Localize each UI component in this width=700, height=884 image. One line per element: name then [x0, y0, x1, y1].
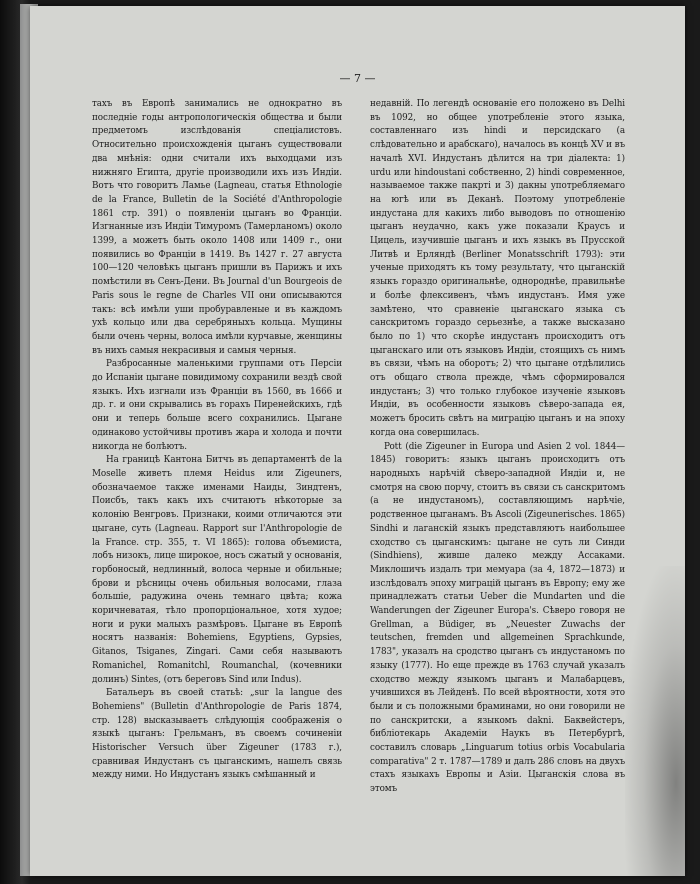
right-text-column [370, 98, 625, 797]
paragraph: тахъ въ Европѣ занимались не однократно въ последніе годы антропологическія общества и были предметомъ изслѣдованія спеціалистовъ. Относительно происхожденія цыганъ существовали два мнѣнія: одни считали ихъ выходцами изъ нижняго Египта, другіе производили ихъ изъ Индіи. Вотъ что говоритъ Ламье (Lagneau, статья Ethnologie de la France, Bulletin de la Société d'Anthropologie 1861 стр. 391) о появленіи цыганъ во Франціи. Изгнанные изъ Индіи Тимуромъ (Тамерланомъ) около 1399, а можетъ быть около 1408 или 1409 г., они появились во Франціи в 1419. Въ 1427 г. 27 августа 100—120 человѣкъ цыганъ пришли въ Парижъ и ихъ помѣстили въ Сенъ-Дени. Въ Journal d'un Bourgeois de Paris sous le regne de Charles VII они описываются такъ: всѣ имѣли уши пробуравленые и въ каждомъ ухѣ кольцо или два серебряныхъ кольца. Мущины были очень черны, волоса имѣли курчавые, женщины въ нихъ самыя некрасивыя и самыя черныя. [92, 99, 342, 356]
paragraph: На границѣ Кантона Битчъ въ департаментѣ de la Moselle живетъ племя Heidus или Zigeuners, обозначаемое также именами Наиды, Зиндтенъ, Поисбъ, такъ какъ ихъ считаютъ нѣкоторые за колонію Венгровъ. Признаки, коими отличаются эти цыгане, суть (Lagneau. Rapport sur l'Anthropologie de la France. стр. 355, т. VI 1865): голова объемиста, лобъ низокъ, лице широкое, носъ сжатый у основанія, горбоносый, недлинный, волоса черные и обильные; брови и рѣсницы очень обильныя волосами, глаза большіе, радужина очень темнаго цвѣта; кожа коричневатая, тѣло пропорціональное, хотя худое; ноги и руки малыхъ размѣровъ. Цыгане въ Европѣ носятъ названія: Bohemiens, Egyptiens, Gypsies, Gitanos, Tsiganes, Zingari. Сами себя называютъ Romanichel, Romanitchl, Roumanchal, (кочевники долинъ) Sintes, (отъ береговъ Sind или Indus). [92, 455, 342, 685]
paragraph: Разбросанные маленькими группами отъ Персіи до Испаніи цыгане повидимому сохранили вездѣ свой языкъ. Ихъ изгнали изъ Франціи въ 1560, въ 1666 и др. г. и они скрывались въ горахъ Пиренейскихъ, гдѣ они и теперь больше всего сохранились. Цыгане одинаково устойчивы противъ жара и холода и почти никогда не болѣютъ. [92, 359, 342, 452]
paragraph: Батальеръ въ своей статьѣ: „sur la langue des Bohemiens" (Bulletin d'Anthropologie de Paris 1874, стр. 128) высказываетъ слѣдующія соображенія о языкѣ цыганъ: Грельманъ, въ своемъ сочиненіи Historischer Versuch über Zigeuner (1783 г.), сравнивая Индустанъ съ цыганскимъ, нашелъ связь между ними. Но Индустанъ языкъ смѣшанный и [92, 688, 342, 781]
left-text-column [92, 98, 342, 783]
page-number: — 7 — [339, 72, 376, 85]
paragraph: недавній. По легендѣ основаніе его положено въ Delhi въ 1092, но общее употребленіе этого языка, составленнаго изъ hindi и персидскаго (а слѣдовательно и арабскаго), началось въ концѣ XV и въ началѣ XVI. Индустанъ дѣлится на три діалекта: 1) urdu или hindoustani собственно, 2) hindi современное, называемое также пакрті и 3) дакны употребляемаго на югѣ или въ Деканѣ. Поэтому употребленіе индустана для какихъ либо выводовъ по отношенію цыганъ неудачно, какъ уже показали Краусъ и Цицель, изучившіе цыганъ и ихъ языкъ въ Прусской Литвѣ и Ерляндѣ (Berliner Monatsschrift 1793): эти ученые приходятъ къ тому результату, что цыганскій языкъ гораздо оригинальнѣе, однороднѣе, правильнѣе и болѣе флексивенъ, чѣмъ индустанъ. Имя уже замѣтено, что сравненіе цыганскаго языка съ санскритомъ гораздо серьезнѣе, а также высказано было по 1) что скорѣе индустанъ происходитъ отъ цыганскаго или отъ языковъ Индіи, стоящихъ съ нимъ въ связи, чѣмъ на оборотъ; 2) что цыгане отдѣлились отъ общаго ствола прежде, чѣмъ сформировался индустанъ; 3) что только глубокое изученіе языковъ Индіи, въ особенности языковъ сѣверо-запада ея, можетъ бросить свѣтъ на миграцію цыганъ и на эпоху когда она совершилась. [370, 99, 625, 438]
book-page [30, 6, 685, 876]
paragraph: Pott (die Zigeuner in Europa und Asien 2 vol. 1844—1845) говоритъ: языкъ цыганъ происходитъ отъ народныхъ нарѣчій сѣверо-западной Индіи и, не смотря на свою порчу, стоитъ въ связи съ санскритомъ (а не индустаномъ), составляющимъ нарѣчіе, родственное цыганамъ. Въ Ascoli (Zigeunerisches. 1865) Sindhi и лаганскій языкъ представляютъ наибольшее сходство съ цыганскимъ: цыгане не суть ли Синди (Sindhiens), живше далеко между Ассаками. Миклошичъ издалъ три мемуара (за 4, 1872—1873) и изслѣдовалъ эпоху миграцій цыганъ въ Европу; ему же принадлежатъ статьи Ueber die Mundarten und die Wanderungen der Zigeuner Europa's. Сѣверо говоря не Grellman, а Büdiger, въ „Neuester Zuwachs der teutschen, fremden und allgemeinen Sprachkunde, 1783", указалъ на сродство цыганъ съ индустаномъ по языку (1777). Но еще прежде въ 1763 случай указалъ сходство между языкомъ цыганъ и Малабарцевъ, учившихся въ Лейденѣ. По всей вѣроятности, хотя это были и съ положными браминами, но они говорили не по санскритски, а языкомъ dakni. Баквейстеръ, библіотекарь Академіи Наукъ въ Петербургѣ, составилъ словарь „Linguarum totius orbis Vocabularia comparativa" 2 т. 1787—1789 и далъ 286 словъ на двухъ стахъ языкахъ Европы и Азіи. Цыганскія слова въ этомъ [370, 441, 625, 795]
